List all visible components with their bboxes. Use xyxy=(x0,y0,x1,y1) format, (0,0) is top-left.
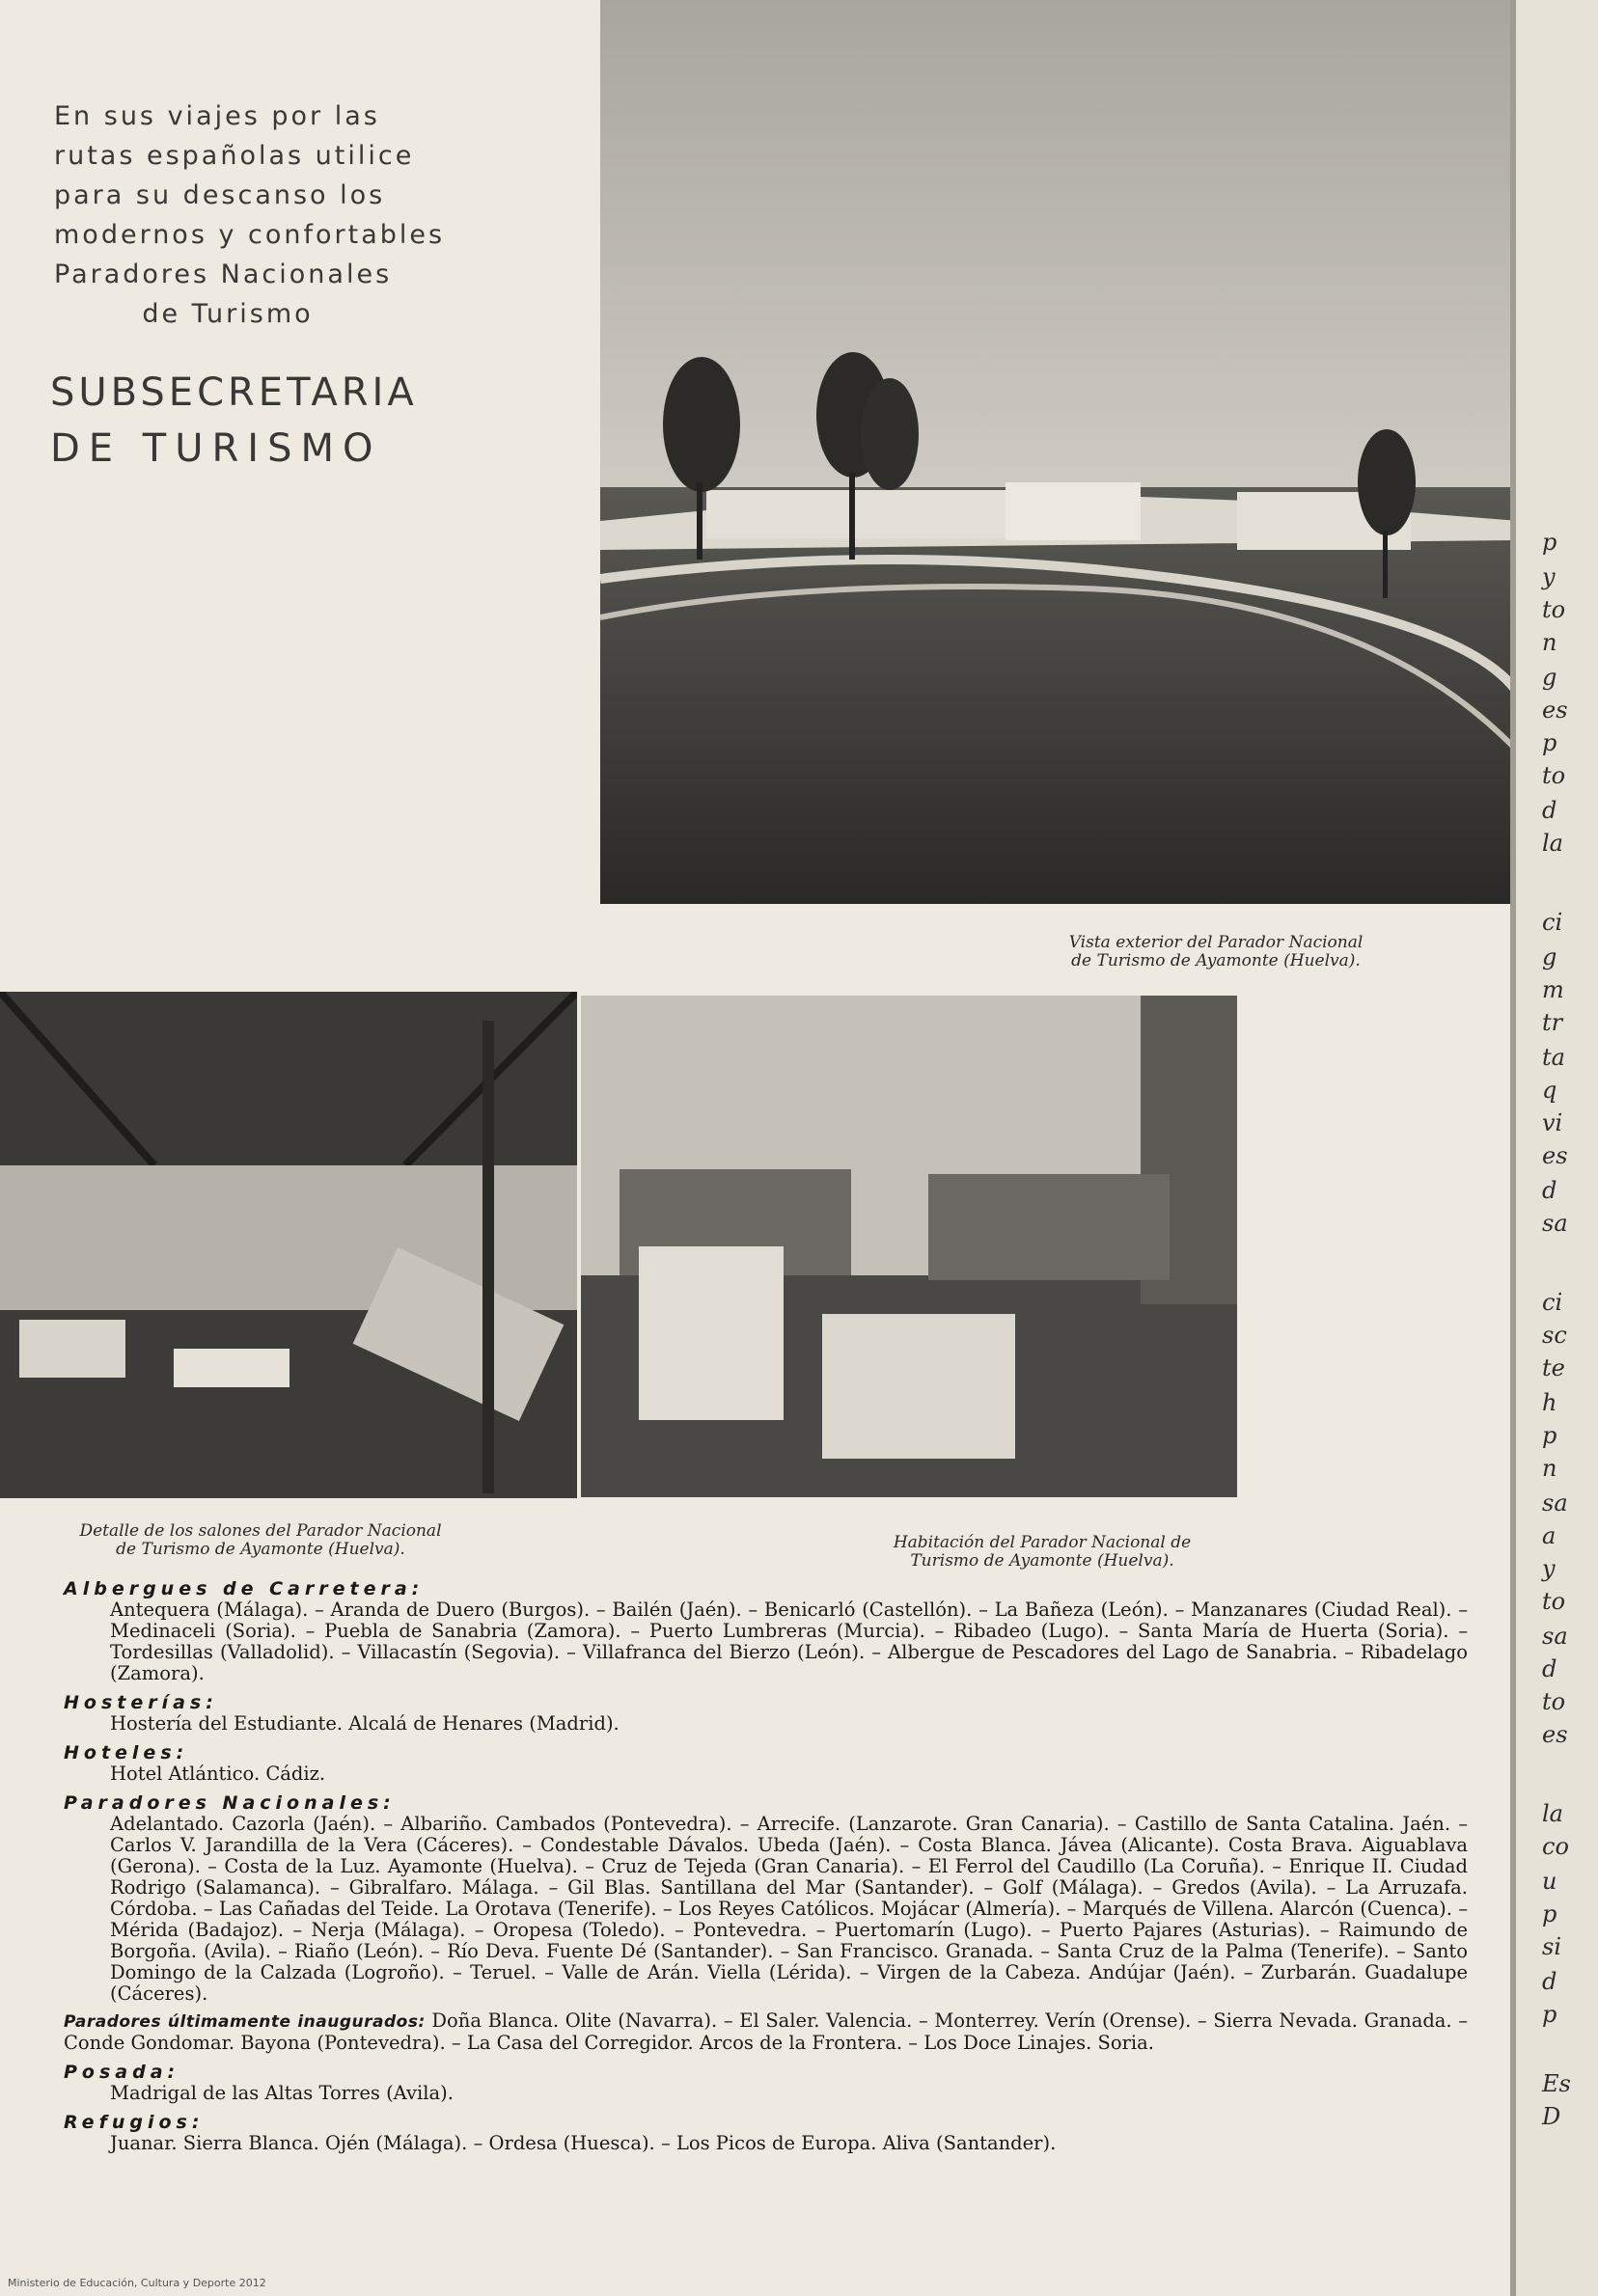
section-hosterias xyxy=(64,1692,1468,1735)
adjacent-page-fragment: te xyxy=(1542,1354,1565,1381)
intro-line: rutas españolas utilice xyxy=(54,141,415,171)
section-paradores-inaugurados xyxy=(64,2010,1468,2054)
adjacent-page-fragment: ci xyxy=(1542,1289,1563,1316)
adjacent-page-fragment: p xyxy=(1542,1422,1557,1449)
adjacent-page-fragment: to xyxy=(1542,1588,1566,1615)
adjacent-page-fragment: co xyxy=(1542,1833,1569,1860)
adjacent-page-fragment: ta xyxy=(1542,1044,1565,1071)
section-heading: Albergues de Carretera: xyxy=(64,1578,425,1599)
section-text: Adelantado. Cazorla (Jaén). – Albariño. Cambados (Pontevedra). – Arrecife. (Lanzarote. Gran Canaria). – Castillo de Santa Catalina. Jaén. – Carlos V. Jarandilla de la Vera (Cáceres). – Condestable Dávalos. Ubeda (Jaén). – Costa Blanca. Jávea (Alicante). Costa Brava. Aiguablava (Gerona). – Costa de la Luz. Ayamonte (Huelva). – Cruz de Tejeda (Gran Canaria). – El Ferrol del Caudillo (La Coruña). – Enrique II. Ciudad Rodrigo (Salamanca). – Gibralfaro. Málaga. – Gil Blas. Santillana del Mar (Santander). – Golf (Málaga). – Gredos (Avila). – La Arruzafa. Córdoba. – Las Cañadas del Teide. La Orotava (Tenerife). – Los Reyes Católicos. Mojácar (Almería). – Marqués de Villena. Alarcón (Cuenca). – Mérida (Badajoz). – Nerja (Málaga). – Oropesa (Toledo). – Pontevedra. – Puertomarín (Lugo). – Puerto Pajares (Asturias). – Raimundo de Borgoña. (Avila). – Riaño (León). – Río Deva. Fuente Dé (Santander). – San Francisco. Granada. – Santa Cruz de la Palma (Tenerife). – Santo Domingo de la Calzada (Logroño). – Teruel. – Valle de Arán. Viella (Lérida). – Virgen de la Cabeza. Andújar (Jaén). – Zurbarán. Guadalupe (Cáceres). xyxy=(110,1813,1468,2005)
photo-salones xyxy=(0,992,577,1498)
organization-line-2: DE TURISMO xyxy=(50,426,382,471)
adjacent-page-fragment: u xyxy=(1542,1868,1557,1895)
adjacent-page-fragment: p xyxy=(1542,2001,1557,2028)
intro-line: modernos y confortables xyxy=(54,220,446,250)
adjacent-page-fragment: g xyxy=(1542,664,1557,691)
adjacent-page-fragment: to xyxy=(1542,1688,1566,1715)
habitacion-image xyxy=(581,996,1237,1497)
adjacent-page-fragment: d xyxy=(1542,1655,1557,1682)
caption-salones xyxy=(39,1522,482,1559)
caption-line: Habitación del Parador Nacional de xyxy=(893,1533,1192,1552)
adjacent-page-fragment: q xyxy=(1542,1077,1557,1104)
salones-image xyxy=(0,992,577,1498)
caption-exterior xyxy=(1023,934,1409,970)
adjacent-page-fragment: la xyxy=(1542,1800,1563,1827)
adjacent-page-fragment: d xyxy=(1542,1968,1557,1995)
section-text: Antequera (Málaga). – Aranda de Duero (Burgos). – Bailén (Jaén). – Benicarló (Castellón). – La Bañeza (León). – Manzanares (Ciudad Real). – Medinaceli (Soria). – Puebla de Sanabria (Zamora). – Puerto Lumbreras (Murcia). – Ribadeo (Lugo). – Santa María de Huerta (Soria). – Tordesillas (Valladolid). – Villacastín (Segovia). – Villafranca del Bierzo (León). – Albergue de Pescadores del Lago de Sanabria. – Ribadelago (Zamora). xyxy=(110,1599,1468,1684)
establishments-list xyxy=(64,1578,1468,2154)
section-heading: Hosterías: xyxy=(64,1692,218,1713)
adjacent-page-fragment: y xyxy=(1542,1555,1556,1582)
section-hoteles xyxy=(64,1742,1468,1785)
intro-line: En sus viajes por las xyxy=(54,101,380,131)
caption-line: de Turismo de Ayamonte (Huelva). xyxy=(1071,951,1361,970)
section-heading: Paradores Nacionales: xyxy=(64,1792,396,1814)
caption-habitacion xyxy=(849,1534,1235,1571)
organization-title xyxy=(50,365,418,477)
adjacent-page-fragment: es xyxy=(1542,1721,1568,1748)
intro-line: de Turismo xyxy=(142,299,314,329)
section-text: Doña Blanca. Olite (Navarra). – El Saler. Valencia. – Monterrey. Verín (Orense). – Sierra Nevada. Granada. – Conde Gondomar. Bayona (Pontevedra). – La Casa del Corregidor. Arcos de la Frontera. – Los Doce Linajes. Soria. xyxy=(64,2009,1469,2054)
section-albergues xyxy=(64,1578,1468,1684)
section-heading: Refugios: xyxy=(64,2112,205,2133)
organization-line-1: SUBSECRETARIA xyxy=(50,370,418,415)
adjacent-page-fragment: to xyxy=(1542,596,1566,623)
adjacent-page-fragment: si xyxy=(1542,1933,1561,1960)
section-paradores xyxy=(64,1792,1468,2005)
section-text: Juanar. Sierra Blanca. Ojén (Málaga). – Ordesa (Huesca). – Los Picos de Europa. Aliva (Santander). xyxy=(110,2132,1057,2154)
footer-credit: Ministerio de Educación, Cultura y Deporte 2012 xyxy=(8,2277,266,2289)
section-heading: Hoteles: xyxy=(64,1742,189,1763)
adjacent-page-fragment: y xyxy=(1542,563,1556,590)
intro-text xyxy=(54,96,446,334)
photo-exterior xyxy=(600,0,1519,904)
adjacent-page-fragment: d xyxy=(1542,1177,1557,1204)
intro-line: para su descanso los xyxy=(54,180,386,210)
adjacent-page-fragment: sc xyxy=(1542,1322,1567,1349)
adjacent-page-fragment: m xyxy=(1542,976,1564,1003)
adjacent-page-fragment: ci xyxy=(1542,909,1563,936)
adjacent-page-fragment: n xyxy=(1542,629,1557,656)
adjacent-page-fragment: a xyxy=(1542,1522,1557,1549)
adjacent-page-fragment: p xyxy=(1542,1900,1557,1927)
adjacent-page-fragment: p xyxy=(1542,529,1557,556)
adjacent-page-fragment: D xyxy=(1542,2103,1561,2130)
caption-line: de Turismo de Ayamonte (Huelva). xyxy=(116,1540,405,1559)
section-text: Madrigal de las Altas Torres (Avila). xyxy=(110,2082,454,2104)
adjacent-page-fragment: h xyxy=(1542,1389,1557,1416)
adjacent-page-fragment: sa xyxy=(1542,1490,1568,1517)
intro-line: Paradores Nacionales xyxy=(54,260,393,289)
adjacent-page-fragment: to xyxy=(1542,762,1566,789)
adjacent-page-fragment: vi xyxy=(1542,1109,1563,1136)
adjacent-page-fragment: Es xyxy=(1542,2070,1571,2097)
adjacent-page-fragment: d xyxy=(1542,797,1557,824)
section-text: Hotel Atlántico. Cádiz. xyxy=(110,1763,326,1785)
adjacent-page-fragment: tr xyxy=(1542,1009,1563,1036)
adjacent-page-fragment: n xyxy=(1542,1455,1557,1482)
adjacent-page-fragment: la xyxy=(1542,830,1563,857)
adjacent-page-fragment: sa xyxy=(1542,1623,1568,1650)
section-posada xyxy=(64,2062,1468,2104)
section-refugios xyxy=(64,2112,1468,2154)
section-heading: Paradores últimamente inaugurados: xyxy=(64,2012,426,2032)
adjacent-page-fragment: g xyxy=(1542,943,1557,970)
caption-line: Detalle de los salones del Parador Nacional xyxy=(79,1521,442,1541)
caption-line: Turismo de Ayamonte (Huelva). xyxy=(910,1551,1174,1571)
parador-exterior-image xyxy=(600,0,1519,904)
adjacent-page-fragment: sa xyxy=(1542,1210,1568,1237)
section-heading: Posada: xyxy=(64,2062,180,2083)
section-text: Hostería del Estudiante. Alcalá de Henares (Madrid). xyxy=(110,1712,620,1735)
photo-habitacion xyxy=(581,996,1237,1497)
page-fold xyxy=(1510,0,1516,2296)
adjacent-page-fragment: p xyxy=(1542,729,1557,756)
adjacent-page-fragment: es xyxy=(1542,697,1568,724)
caption-line: Vista exterior del Parador Nacional xyxy=(1068,933,1364,952)
adjacent-page-fragment: es xyxy=(1542,1142,1568,1169)
